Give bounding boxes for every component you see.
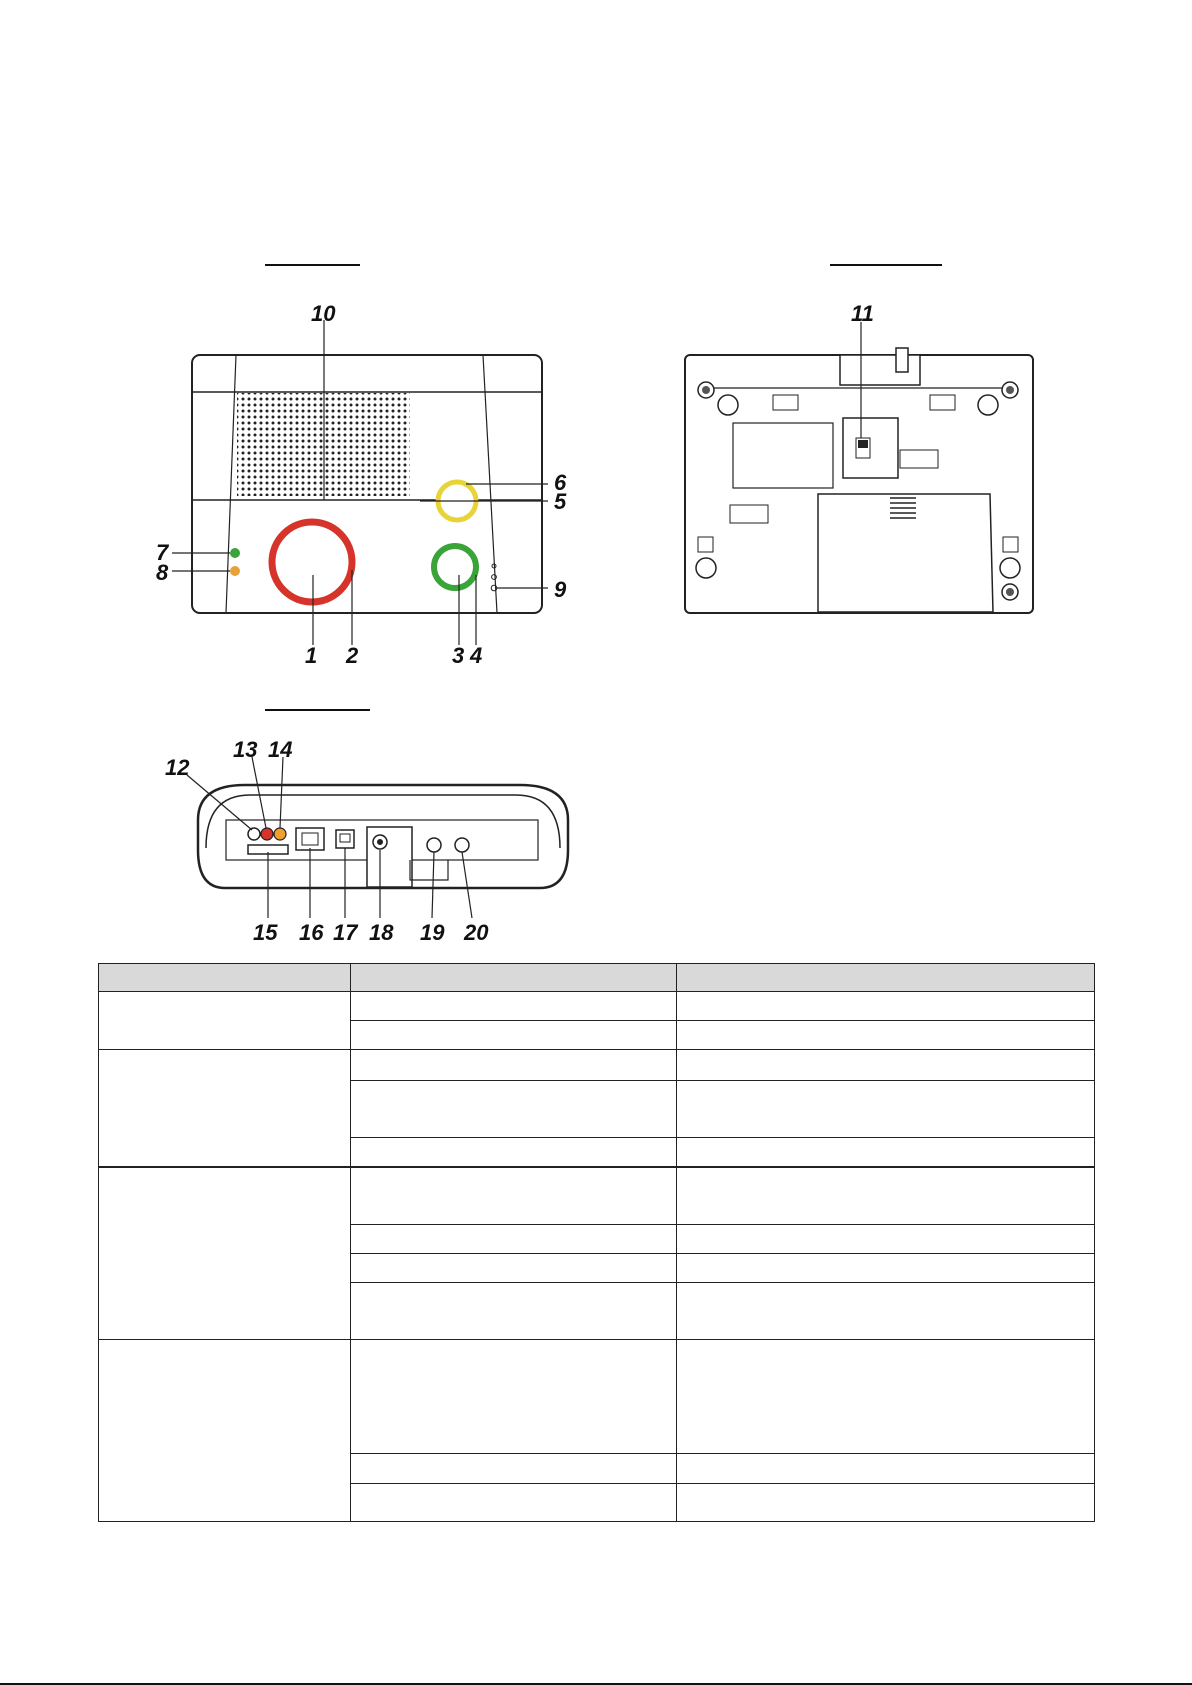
- callout-9: 9: [554, 577, 567, 602]
- table-cell: [677, 1283, 1095, 1340]
- specification-table: [98, 963, 1095, 1522]
- table-cell: [351, 1340, 677, 1454]
- status-led: [230, 566, 240, 576]
- callout-19: 19: [420, 920, 445, 945]
- table-cell: [677, 1081, 1095, 1138]
- table-row: [99, 1050, 1095, 1081]
- dc-power-port: [367, 827, 412, 887]
- table-header-cell: [677, 964, 1095, 992]
- callout-14: 14: [268, 737, 293, 762]
- callout-20: 20: [464, 920, 489, 945]
- callout-11: 11: [851, 301, 874, 326]
- callout-1: 1: [305, 643, 318, 668]
- table-cell: [677, 1254, 1095, 1283]
- table-header-cell: [351, 964, 677, 992]
- table-cell: [677, 1225, 1095, 1254]
- table-header-row: [99, 964, 1095, 992]
- callout-7: 7: [156, 540, 169, 565]
- rating-label-area: [733, 423, 833, 488]
- group-cell: [99, 1167, 351, 1340]
- callout-17: 17: [333, 920, 358, 945]
- callout-5: 5: [554, 489, 567, 514]
- table-cell: [351, 1454, 677, 1484]
- table-cell: [677, 1454, 1095, 1484]
- power-led: [230, 548, 240, 558]
- table-cell: [351, 1081, 677, 1138]
- group-cell: [99, 992, 351, 1050]
- callout-2: 2: [346, 643, 359, 668]
- table-cell: [677, 1050, 1095, 1081]
- table-cell: [351, 1484, 677, 1522]
- rear-view-figure: [165, 710, 568, 945]
- group-cell: [99, 1050, 351, 1167]
- callout-15: 15: [253, 920, 278, 945]
- orange-audio-jack: [274, 828, 286, 840]
- table-cell: [677, 1484, 1095, 1522]
- battery-cover: [818, 494, 993, 612]
- callout-18: 18: [369, 920, 394, 945]
- table-row: [99, 992, 1095, 1021]
- cancel-button: [434, 546, 476, 588]
- table-cell: [351, 1283, 677, 1340]
- table-cell: [677, 1167, 1095, 1225]
- table-cell: [677, 1340, 1095, 1454]
- table-row: [99, 1167, 1095, 1225]
- table-header-cell: [99, 964, 351, 992]
- callout-12: 12: [165, 755, 190, 780]
- antenna-connector-1: [427, 838, 441, 852]
- red-audio-jack: [261, 828, 273, 840]
- white-audio-jack: [248, 828, 260, 840]
- table-cell: [351, 1050, 677, 1081]
- table-cell: [677, 1021, 1095, 1050]
- callout-10: 10: [311, 301, 336, 326]
- callout-13: 13: [233, 737, 258, 762]
- table-cell: [351, 1021, 677, 1050]
- table-row: [99, 1340, 1095, 1454]
- table-cell: [351, 1225, 677, 1254]
- callout-16: 16: [299, 920, 324, 945]
- table-cell: [677, 1138, 1095, 1167]
- table-cell: [351, 1254, 677, 1283]
- table-cell: [351, 1138, 677, 1167]
- callout-6: 6: [554, 470, 567, 495]
- emergency-button: [272, 522, 352, 602]
- group-cell: [99, 1340, 351, 1522]
- callout-8: 8: [156, 560, 169, 585]
- table-cell: [351, 1167, 677, 1225]
- front-view-figure: [156, 265, 567, 668]
- callout-4: 4: [470, 643, 483, 668]
- callout-3: 3: [452, 643, 465, 668]
- table-cell: [351, 992, 677, 1021]
- table-cell: [677, 992, 1095, 1021]
- antenna-connector-2: [455, 838, 469, 852]
- bottom-view-figure: [685, 265, 1033, 613]
